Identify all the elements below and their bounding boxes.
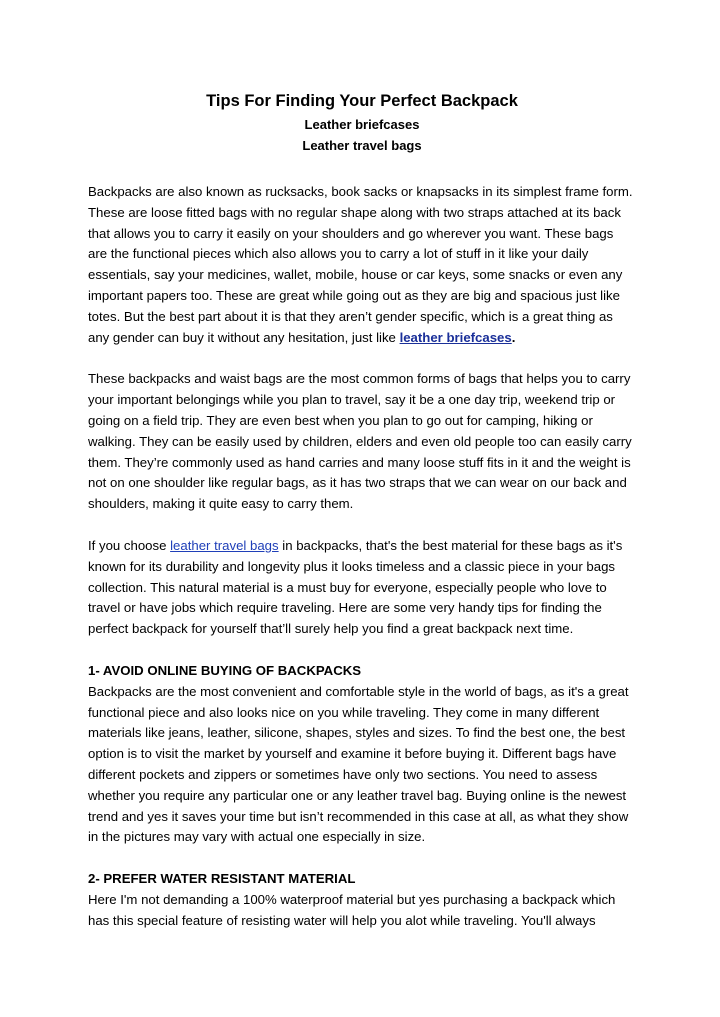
document-page <box>88 88 636 932</box>
paragraph-intro-text: Backpacks are also known as rucksacks, book sacks or knapsacks in its simplest frame form. These are loose fitted bags with no regular shape along with two straps attached at its back that allows you to carry it easily on your shoulders and go wherever you want. These bags are the functional pieces which also allows you to carry a lot of stuff in it like your daily essentials, say your medicines, wallet, mobile, house or car keys, some snacks or even any important papers too. These are great while going out as they are big and spacious just like totes. But the best part about it is that they aren’t gender specific, which is a great thing as any gender can buy it without any hesitation, just like <box>88 184 633 345</box>
section-text-water-resistant: Here I'm not demanding a 100% waterproof material but yes purchasing a backpack which has this special feature of resisting water will help you alot while traveling. You'll always <box>88 891 616 928</box>
page-title: Tips For Finding Your Perfect Backpack <box>206 92 518 110</box>
paragraph-backpack-uses: These backpacks and waist bags are the most common forms of bags that helps you to carry your important belongings while you plan to travel, say it be a one day trip, weekend trip or going on a field trip. They are even best when you plan to go out for camping, hiking or walking. They can be easily used by children, elders and even old people too can easily carry them. They’re commonly used as hand carries and many loose stuff fits in it and the weight is not on one shoulder like regular bags, as it has two straps that we can wear on our back and shoulders, making it quite easy to carry them. <box>88 371 632 512</box>
paragraph-leather-start: If you choose <box>88 537 171 553</box>
leather-travel-bags-link[interactable]: leather travel bags <box>170 537 279 553</box>
leather-briefcases-link[interactable]: leather briefcases <box>399 329 512 345</box>
subtitle-leather-briefcases: Leather briefcases <box>304 117 420 132</box>
section-text-avoid-online: Backpacks are the most convenient and comfortable style in the world of bags, as it's a great functional piece and also looks nice on you while traveling. They come in many different materials like jeans, leather, silicone, shapes, styles and sizes. To find the best one, the best option is to visit the market by yourself and examine it before buying it. Different bags have different pockets and zippers or sometimes have only two sections. You need to assess whether you require any particular one or any leather travel bag. Buying online is the newest trend and yes it saves your time but isn’t recommended in this case at all, as what they show in the pictures may vary with actual one especially in size. <box>88 683 629 845</box>
section-heading-water-resistant: 2- PREFER WATER RESISTANT MATERIAL <box>88 871 356 887</box>
subtitle-leather-travel-bags: Leather travel bags <box>302 138 422 153</box>
document-header <box>88 88 636 156</box>
paragraph-intro <box>88 182 636 348</box>
paragraph-leather-material <box>88 536 636 640</box>
paragraph-intro-end: . <box>511 329 516 345</box>
section-heading-avoid-online: 1- AVOID ONLINE BUYING OF BACKPACKS <box>88 662 362 678</box>
paragraph-leather-text: in backpacks, that's the best material for these bags as it's known for its durability and longevity plus it looks timeless and a classic piece in your bags collection. This natural material is a must buy for everyone, especially people who love to travel or have jobs which require traveling. Here are some very handy tips for finding the perfect backpack for yourself that’ll surely help you find a great backpack next time. <box>88 537 623 637</box>
